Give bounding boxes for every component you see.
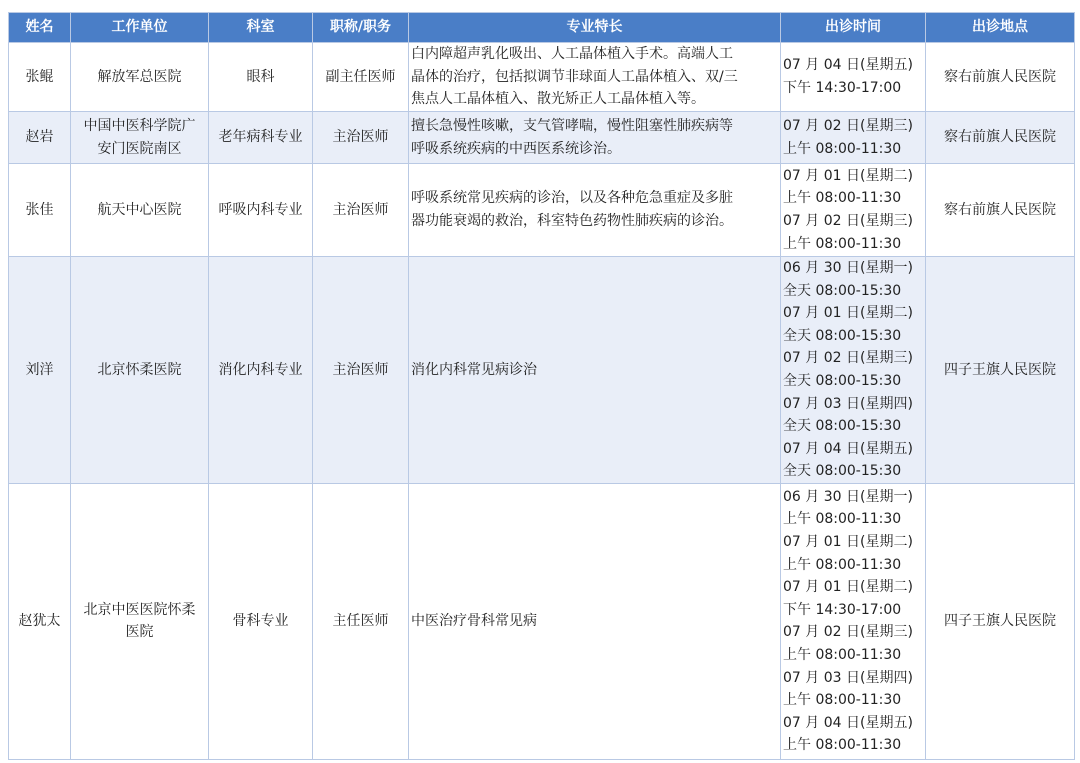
job-title-cell: 主治医师 bbox=[313, 112, 409, 164]
cell-line: 上午 08:00-11:30 bbox=[783, 190, 902, 207]
header-location: 出诊地点 bbox=[926, 13, 1075, 43]
header-row bbox=[9, 13, 1075, 43]
department-cell: 消化内科专业 bbox=[209, 257, 313, 484]
cell-line: 中国中医科学院广 bbox=[83, 117, 196, 134]
cell-line: 07 月 02 日(星期三) bbox=[783, 350, 913, 367]
table-row bbox=[9, 112, 1075, 164]
department-cell: 呼吸内科专业 bbox=[209, 164, 313, 257]
table-row bbox=[9, 43, 1075, 112]
department-cell: 眼科 bbox=[209, 43, 313, 112]
specialty-cell bbox=[409, 164, 781, 257]
header-specialty: 专业特长 bbox=[409, 13, 781, 43]
cell-line: 下午 14:30-17:00 bbox=[783, 601, 902, 618]
cell-line: 白内障超声乳化吸出、人工晶体植入手术。高端人工 bbox=[411, 46, 733, 63]
table-row bbox=[9, 257, 1075, 484]
header-title: 职称/职务 bbox=[313, 13, 409, 43]
job-title-cell: 主治医师 bbox=[313, 257, 409, 484]
cell-line: 全天 08:00-15:30 bbox=[783, 372, 902, 389]
cell-line: 全天 08:00-15:30 bbox=[783, 463, 902, 480]
doctor-name-cell: 张鲲 bbox=[9, 43, 71, 112]
header-name: 姓名 bbox=[9, 13, 71, 43]
clinic-location-cell: 四子王旗人民医院 bbox=[926, 257, 1075, 484]
job-title-cell: 副主任医师 bbox=[313, 43, 409, 112]
clinic-time-cell bbox=[781, 164, 926, 257]
cell-line: 消化内科常见病诊治 bbox=[411, 361, 537, 378]
work-unit-cell bbox=[71, 483, 209, 759]
cell-line: 全天 08:00-15:30 bbox=[783, 327, 902, 344]
cell-line: 安门医院南区 bbox=[97, 140, 182, 157]
clinic-time-cell bbox=[781, 483, 926, 759]
cell-line: 07 月 01 日(星期二) bbox=[783, 305, 913, 322]
cell-line: 北京中医医院怀柔 bbox=[83, 601, 196, 618]
cell-line: 全天 08:00-15:30 bbox=[783, 418, 902, 435]
specialty-cell bbox=[409, 112, 781, 164]
doctor-name-cell: 赵岩 bbox=[9, 112, 71, 164]
cell-line: 上午 08:00-11:30 bbox=[783, 737, 902, 754]
doctor-name-cell: 张佳 bbox=[9, 164, 71, 257]
department-cell: 骨科专业 bbox=[209, 483, 313, 759]
cell-line: 解放军总医院 bbox=[97, 68, 182, 85]
cell-line: 北京怀柔医院 bbox=[97, 361, 182, 378]
cell-line: 擅长急慢性咳嗽，支气管哮喘，慢性阻塞性肺疾病等 bbox=[411, 117, 733, 134]
work-unit-cell bbox=[71, 164, 209, 257]
department-cell: 老年病科专业 bbox=[209, 112, 313, 164]
header-time: 出诊时间 bbox=[781, 13, 926, 43]
cell-line: 07 月 02 日(星期三) bbox=[783, 213, 913, 229]
cell-line: 07 月 01 日(星期二) bbox=[783, 579, 913, 596]
clinic-location-cell: 察右前旗人民医院 bbox=[926, 164, 1075, 257]
clinic-location-cell: 察右前旗人民医院 bbox=[926, 112, 1075, 164]
cell-line: 07 月 03 日(星期四) bbox=[783, 395, 913, 412]
cell-line: 06 月 30 日(星期一) bbox=[783, 260, 913, 276]
clinic-location-cell: 察右前旗人民医院 bbox=[926, 43, 1075, 112]
cell-line: 呼吸系统疾病的中西医系统诊治。 bbox=[411, 140, 621, 157]
clinic-time-cell bbox=[781, 43, 926, 112]
cell-line: 中医治疗骨科常见病 bbox=[411, 613, 537, 630]
cell-line: 上午 08:00-11:30 bbox=[783, 140, 902, 157]
cell-line: 上午 08:00-11:30 bbox=[783, 647, 902, 664]
cell-line: 上午 08:00-11:30 bbox=[783, 235, 902, 252]
cell-line: 上午 08:00-11:30 bbox=[783, 692, 902, 709]
work-unit-cell bbox=[71, 43, 209, 112]
cell-line: 07 月 01 日(星期二) bbox=[783, 167, 913, 184]
cell-line: 07 月 03 日(星期四) bbox=[783, 669, 913, 686]
header-unit: 工作单位 bbox=[71, 13, 209, 43]
clinic-location-cell: 四子王旗人民医院 bbox=[926, 483, 1075, 759]
work-unit-cell bbox=[71, 112, 209, 164]
specialty-cell bbox=[409, 483, 781, 759]
table-row bbox=[9, 483, 1075, 759]
clinic-schedule-table bbox=[8, 12, 1075, 760]
cell-line: 呼吸系统常见疾病的诊治，以及各种危急重症及多脏 bbox=[411, 190, 733, 207]
cell-line: 器功能衰竭的救治，科室特色药物性肺疾病的诊治。 bbox=[411, 213, 733, 229]
table-row bbox=[9, 164, 1075, 257]
specialty-cell bbox=[409, 43, 781, 112]
job-title-cell: 主治医师 bbox=[313, 164, 409, 257]
doctor-name-cell: 赵犹太 bbox=[9, 483, 71, 759]
clinic-time-cell bbox=[781, 112, 926, 164]
cell-line: 07 月 02 日(星期三) bbox=[783, 117, 913, 134]
cell-line: 医院 bbox=[125, 624, 154, 641]
doctor-name-cell: 刘洋 bbox=[9, 257, 71, 484]
work-unit-cell bbox=[71, 257, 209, 484]
cell-line: 07 月 04 日(星期五) bbox=[783, 57, 913, 74]
cell-line: 上午 08:00-11:30 bbox=[783, 556, 902, 573]
cell-line: 07 月 02 日(星期三) bbox=[783, 624, 913, 641]
cell-line: 航天中心医院 bbox=[97, 201, 182, 218]
cell-line: 06 月 30 日(星期一) bbox=[783, 488, 913, 505]
cell-line: 下午 14:30-17:00 bbox=[783, 80, 902, 96]
clinic-time-cell bbox=[781, 257, 926, 484]
cell-line: 上午 08:00-11:30 bbox=[783, 511, 902, 528]
cell-line: 全天 08:00-15:30 bbox=[783, 282, 902, 299]
specialty-cell bbox=[409, 257, 781, 484]
cell-line: 07 月 04 日(星期五) bbox=[783, 440, 913, 457]
header-dept: 科室 bbox=[209, 13, 313, 43]
cell-line: 晶体的治疗，包括拟调节非球面人工晶体植入、双/三 bbox=[411, 68, 738, 85]
cell-line: 07 月 01 日(星期二) bbox=[783, 534, 913, 551]
cell-line: 焦点人工晶体植入、散光矫正人工晶体植入等。 bbox=[411, 91, 705, 108]
job-title-cell: 主任医师 bbox=[313, 483, 409, 759]
cell-line: 07 月 04 日(星期五) bbox=[783, 714, 913, 731]
